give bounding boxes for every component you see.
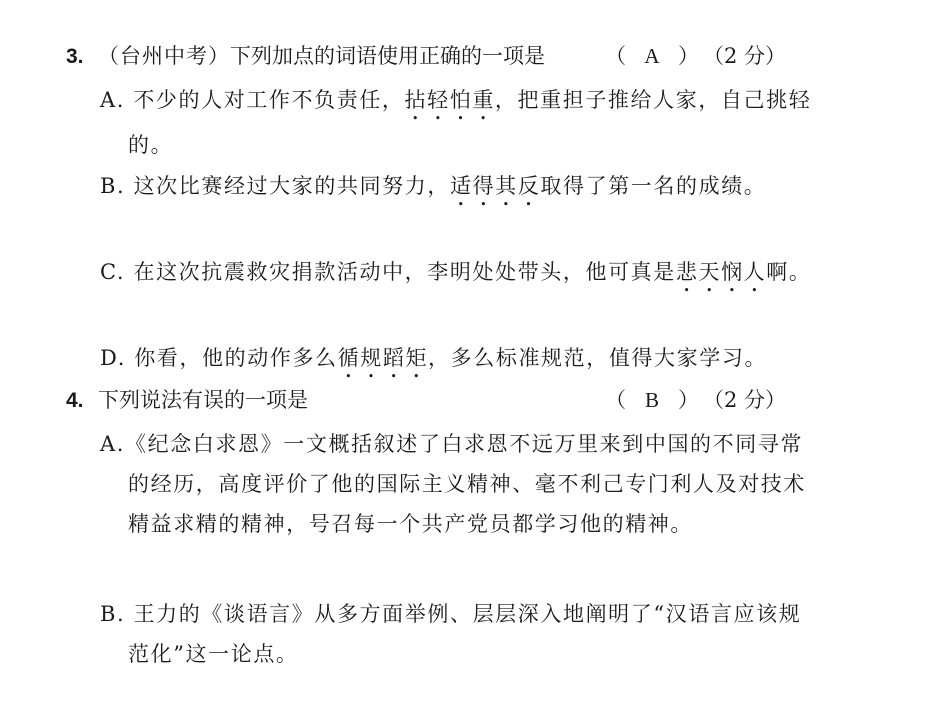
answer-value: A: [644, 44, 660, 68]
question-3-option-c: [100, 252, 818, 297]
emphasized-phrase: 悲天悯人: [675, 260, 767, 284]
emphasized-phrase: 适得其反: [449, 174, 541, 198]
score-label: （2 分）: [702, 388, 786, 412]
question-3-option-a: [100, 80, 818, 165]
option-text: A.《纪念白求恩》一文概括叙述了白求恩不远万里来到中国的不同寻常的经历，高度评价了他的国际主义精神、毫不利己专门利人及对技术精益求精的精神，号召每一个共产党员都学习他的精神。: [100, 432, 806, 536]
option-text: D. 你看，他的动作多么: [100, 346, 338, 370]
option-text: ，把重担子推给人家，自己挑轻的。: [128, 88, 812, 157]
option-text: 取得了第一名的成绩。: [540, 174, 767, 198]
question-number: 4.: [66, 389, 84, 412]
option-text: 啊。: [766, 260, 812, 284]
question-stem: 下列说法有误的一项是: [98, 388, 308, 412]
answer-area: [605, 36, 786, 76]
answer-area: [605, 380, 786, 420]
answer-paren-close: ）: [677, 44, 699, 68]
emphasized-phrase: 循规蹈矩: [337, 346, 429, 370]
answer-paren-open: （: [604, 388, 626, 412]
option-text: B. 这次比赛经过大家的共同努力，: [100, 174, 450, 198]
question-3-option-b: [100, 166, 818, 211]
question-4-option-a: [100, 424, 818, 544]
emphasized-phrase: 拈轻怕重: [404, 88, 495, 112]
question-4-header: [66, 380, 786, 420]
question-3-option-d: [100, 338, 818, 383]
option-text: ，多么标准规范，值得大家学习。: [428, 346, 768, 370]
option-text: A. 不少的人对工作不负责任，: [100, 88, 405, 112]
option-text: C. 在这次抗震救灾捐款活动中，李明处处带头，他可真是: [100, 260, 676, 284]
score-label: （2 分）: [702, 44, 786, 68]
answer-paren-close: ）: [677, 388, 699, 412]
answer-value: B: [644, 388, 659, 412]
answer-paren-open: （: [604, 44, 626, 68]
question-number: 3.: [66, 45, 84, 68]
question-source: （台州中考）: [98, 44, 230, 68]
option-text: B. 王力的《谈语言》从多方面举例、层层深入地阐明了“汉语言应该规范化”这一论点。: [100, 602, 802, 666]
question-3-header: [66, 36, 786, 76]
question-4-option-b: [100, 594, 818, 674]
question-stem: 下列加点的词语使用正确的一项是: [230, 44, 545, 68]
